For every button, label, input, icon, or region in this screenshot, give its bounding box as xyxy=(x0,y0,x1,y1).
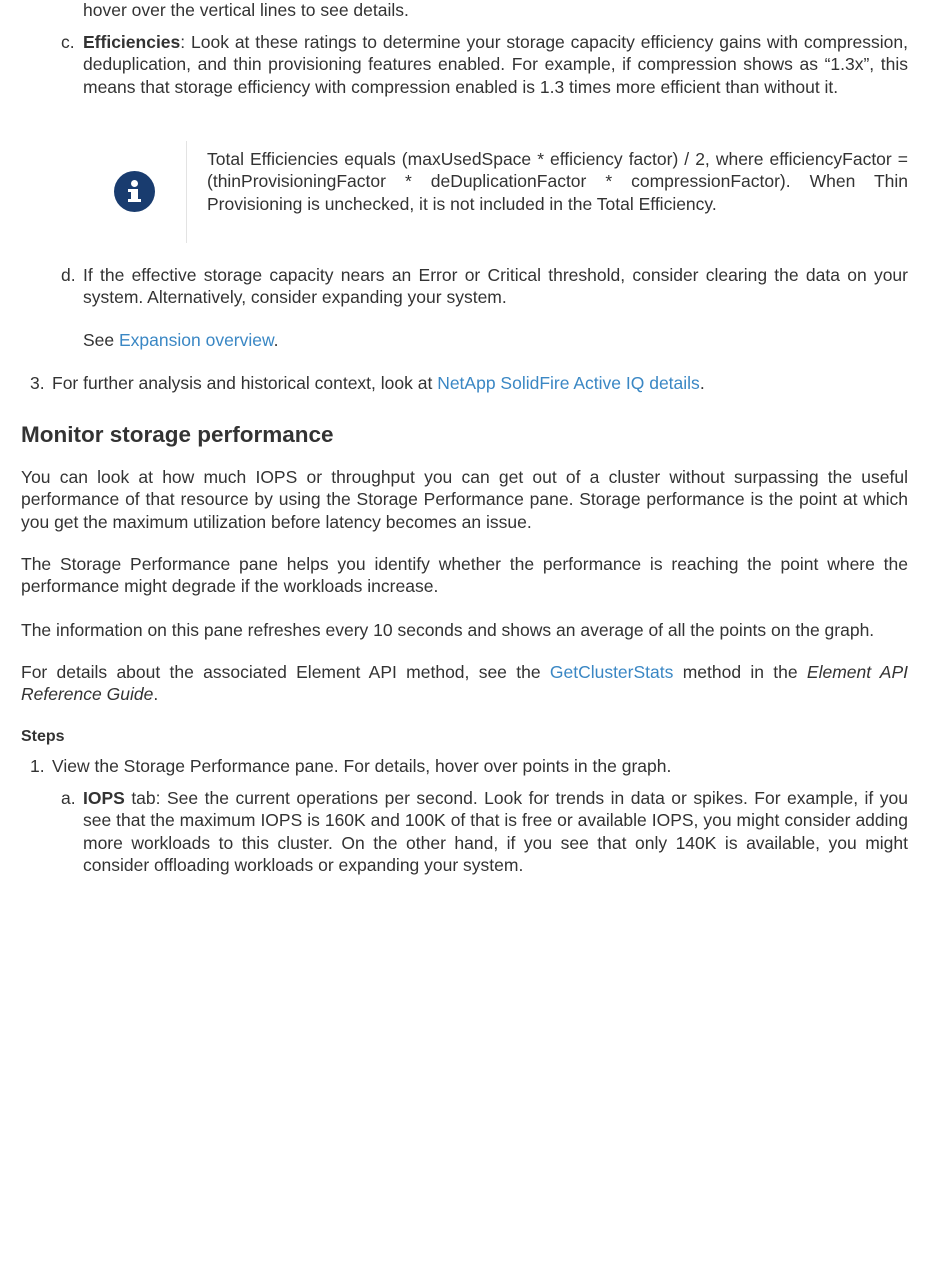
list-marker: d. xyxy=(61,265,76,285)
note-admonition xyxy=(83,141,908,243)
see-also-line xyxy=(83,329,908,351)
list-item-threshold xyxy=(61,264,908,309)
api-prefix: For details about the associated Element API method, see the xyxy=(21,662,550,682)
note-text: Total Efficiencies equals (maxUsedSpace * efficiency factor) / 2, where efficiencyFactor = (thinProvisioningFactor * deDuplicationFactor * compressionFactor). When Thin Provisioning is unchecked, it is not included in the Total Efficiency. xyxy=(207,149,908,214)
step-1 xyxy=(30,755,908,777)
iops-term: IOPS xyxy=(83,788,125,808)
step-1-text: View the Storage Performance pane. For details, hover over points in the graph. xyxy=(52,756,672,776)
continued-list-item xyxy=(83,0,908,21)
list-item-efficiencies xyxy=(61,31,908,98)
api-suffix: . xyxy=(153,684,159,705)
see-suffix: . xyxy=(273,330,279,350)
api-middle: method in the xyxy=(673,662,807,682)
step-marker: 3. xyxy=(30,373,45,393)
expansion-overview-link[interactable]: Expansion overview xyxy=(119,330,274,350)
steps-heading: Steps xyxy=(21,728,65,745)
step-3 xyxy=(30,372,908,394)
efficiencies-term: Efficiencies xyxy=(83,32,181,52)
active-iq-link[interactable]: NetApp SolidFire Active IQ details xyxy=(437,373,700,393)
list-item-iops xyxy=(61,787,908,877)
iops-text: tab: See the current operations per second. Look for trends in data or spikes. For example, if you see that the maximum IOPS is 160K and 100K of that is free or available IOPS, you might consider adding more workloads to this cluster. On the other hand, if you see that only 140K is available, you might consider offloading workloads or expanding your system. xyxy=(83,788,908,876)
paragraph-api xyxy=(21,661,908,706)
info-icon xyxy=(114,171,155,212)
see-prefix: See xyxy=(83,330,119,350)
getclusterstats-link[interactable]: GetClusterStats xyxy=(549,662,674,682)
list-marker: c. xyxy=(61,32,75,52)
paragraph-intro: You can look at how much IOPS or throughput you can get out of a cluster without surpassing the useful performance of that resource by using the Storage Performance pane. Storage performance is the point at which you get the maximum utilization before latency becomes an issue. xyxy=(21,467,908,532)
api-guide-title: Element API Reference Guide xyxy=(21,662,908,705)
step-3-suffix: . xyxy=(699,373,705,393)
step-marker: 1. xyxy=(30,756,45,776)
threshold-text: If the effective storage capacity nears an Error or Critical threshold, consider clearing the data on your system. Alternatively, consider expanding your system. xyxy=(83,265,908,308)
paragraph-pane-purpose: The Storage Performance pane helps you identify whether the performance is reaching the point where the performance might degrade if the workloads increase. xyxy=(21,554,908,597)
section-title: Monitor storage performance xyxy=(21,422,334,447)
step-3-text: For further analysis and historical context, look at xyxy=(52,373,438,393)
list-marker: a. xyxy=(61,788,76,808)
continued-text: hover over the vertical lines to see details. xyxy=(83,0,409,20)
efficiencies-text: : Look at these ratings to determine your storage capacity efficiency gains with compression, deduplication, and thin provisioning features enabled. For example, if compression shows as “1.3x”, this means that storage efficiency with compression enabled is 1.3 times more efficient than without it. xyxy=(83,32,908,97)
note-icon-cell xyxy=(83,141,187,243)
paragraph-refresh: The information on this pane refreshes every 10 seconds and shows an average of all the points on the graph. xyxy=(21,620,875,640)
